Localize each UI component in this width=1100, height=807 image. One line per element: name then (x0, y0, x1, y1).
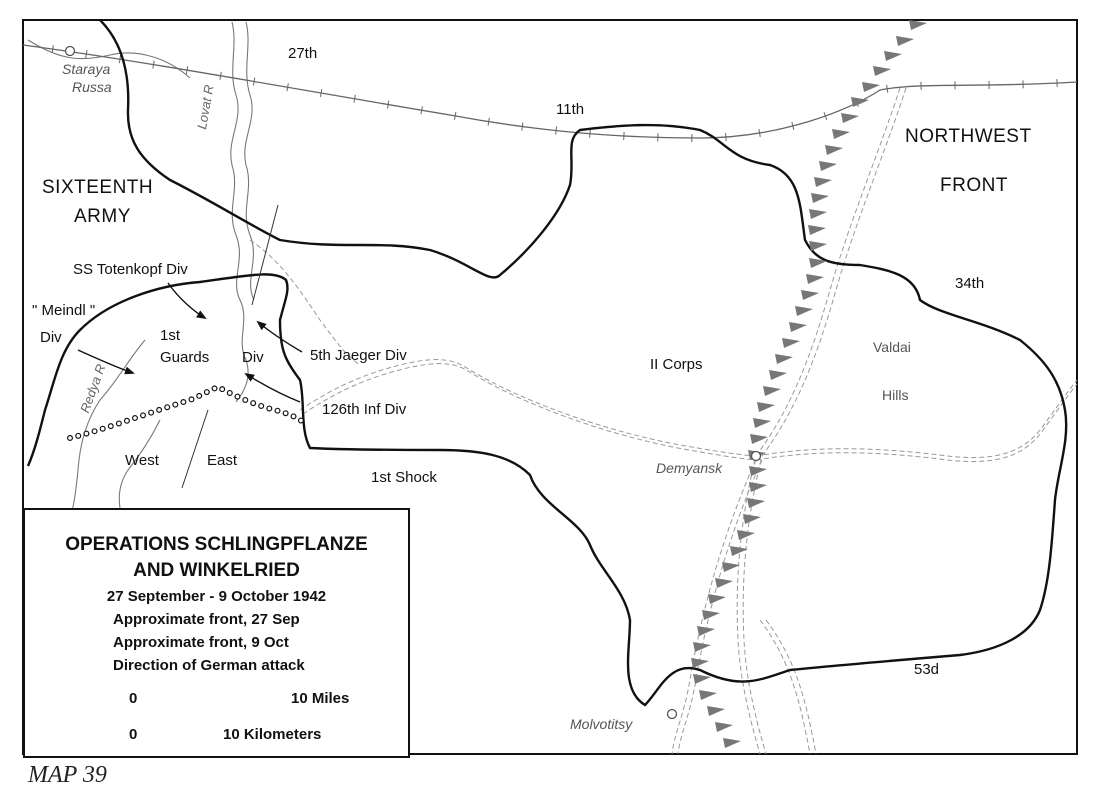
railway-tie (454, 112, 455, 120)
front-9-oct-dot (243, 398, 248, 403)
front-9-oct-dot (157, 407, 162, 412)
boundary-triangle (806, 274, 824, 284)
front-9-oct-dot (125, 418, 130, 423)
scale-miles-start: 0 (129, 690, 138, 707)
meindl-div-label-1: " Meindl " (32, 302, 96, 319)
valdai-hills-label-2: Hills (882, 387, 909, 403)
scale-km-end: 10 Kilometers (223, 726, 322, 743)
boundary-triangle (775, 354, 793, 364)
front-9-oct-dot (100, 426, 105, 431)
demyansk-marker (752, 452, 761, 461)
boundary-triangle (782, 338, 800, 348)
front-9-oct-dot (173, 402, 178, 407)
boundary-triangle (723, 738, 741, 748)
boundary-triangle (819, 161, 837, 171)
railway-tie (887, 85, 888, 93)
boundary-triangle (769, 370, 787, 380)
front-line-9-oct (68, 386, 304, 440)
staraya-russa-marker (66, 47, 75, 56)
boundary-triangle (749, 482, 767, 492)
army-1st-shock-label: 1st Shock (371, 469, 437, 486)
legend-item-attack-direction: Direction of German attack (113, 657, 305, 674)
railway-tie (556, 127, 557, 135)
scale-miles-end: 10 Miles (291, 690, 350, 707)
east-sector-label: East (207, 452, 238, 469)
front-9-oct-dot (259, 404, 264, 409)
boundary-triangle (691, 658, 709, 668)
5th-jaeger-label: 5th Jaeger Div (310, 347, 407, 364)
railway-tie (354, 95, 355, 103)
boundary-triangle (715, 722, 733, 732)
railway-tie (220, 72, 221, 80)
railway-tie (253, 78, 254, 86)
legend-title-2: AND WINKELRIED (133, 560, 300, 581)
northwest-front-label-1: NORTHWEST (905, 126, 1032, 147)
front-9-oct-dot (141, 413, 146, 418)
boundary-triangle (825, 145, 843, 155)
boundary-triangle (697, 626, 715, 636)
boundary-triangle (702, 610, 720, 620)
legend-date-range: 27 September - 9 October 1942 (106, 588, 327, 605)
front-9-oct-dot (116, 421, 121, 426)
staraya-russa-label-1: Staraya (62, 61, 111, 77)
ss-totenkopf-label: SS Totenkopf Div (73, 261, 188, 278)
boundary-west-east (182, 410, 208, 488)
railway-tie (726, 133, 727, 141)
boundary-triangle (789, 322, 807, 332)
front-9-oct-dot (220, 387, 225, 392)
front-9-oct-dot (204, 390, 209, 395)
railway (23, 45, 1077, 138)
boundary-triangle (708, 594, 726, 604)
sector-boundaries (182, 205, 278, 488)
arrow-totenkopf (168, 283, 205, 318)
demyansk-label: Demyansk (656, 460, 723, 476)
boundary-triangle (747, 498, 765, 508)
front-9-oct-dot (197, 393, 202, 398)
railway-tie (590, 130, 591, 138)
west-sector-label: West (125, 452, 159, 469)
boundary-triangle (808, 225, 826, 235)
boundary-triangle (763, 386, 781, 396)
scale-km-start: 0 (129, 726, 138, 743)
boundary-triangle (832, 129, 850, 139)
front-9-oct-dot (108, 424, 113, 429)
railway-tie (320, 89, 321, 97)
boundary-triangle (809, 241, 827, 251)
boundary-triangle (909, 20, 927, 30)
railway-tie (387, 101, 388, 109)
boundary-triangle (693, 674, 711, 684)
boundary-triangle (896, 36, 914, 46)
boundary-triangle (707, 706, 725, 716)
boundary-triangle (814, 177, 832, 187)
road-east (756, 380, 1077, 458)
boundary-triangle (753, 418, 771, 428)
1st-guards-label-2: Guards (160, 349, 210, 366)
ii-corps-label: II Corps (650, 356, 703, 373)
boundary-north (252, 205, 278, 305)
front-9-oct-dot (133, 416, 138, 421)
railway-tie (119, 55, 120, 63)
map-number: MAP 39 (28, 762, 107, 788)
staraya-russa-label-2: Russa (72, 79, 112, 95)
front-9-oct-dot (212, 386, 217, 391)
valdai-hills-label-1: Valdai (873, 339, 911, 355)
railway-tie (153, 61, 154, 69)
railway-tie (759, 129, 760, 137)
railway-tie (488, 118, 489, 126)
army-11th-label: 11th (556, 101, 585, 118)
front-9-oct-dot (68, 436, 73, 441)
railway-tie (287, 83, 288, 91)
boundary-triangle (757, 402, 775, 412)
sixteenth-army-label-1: SIXTEENTH (42, 177, 154, 198)
sixteenth-army-label-2: ARMY (74, 206, 131, 227)
meindl-div-label-2: Div (40, 329, 62, 346)
boundary-triangle (811, 193, 829, 203)
front-9-oct-dot (291, 414, 296, 419)
front-9-oct-dot (267, 406, 272, 411)
northwest-front-label-2: FRONT (940, 175, 1008, 196)
boundary-triangle (801, 290, 819, 300)
attack-arrows (78, 283, 302, 402)
legend-box (23, 508, 410, 758)
front-9-oct-dot (189, 397, 194, 402)
boundary-triangle (722, 562, 740, 572)
front-9-oct-dot (299, 418, 304, 423)
boundary-triangle (693, 642, 711, 652)
1st-guards-label-3: Div (242, 349, 264, 366)
arrow-126-inf (246, 374, 300, 402)
molvotitsy-label: Molvotitsy (570, 716, 633, 732)
1st-guards-label-1: 1st (160, 327, 181, 344)
front-9-oct-dot (149, 410, 154, 415)
boundary-triangle (862, 82, 880, 92)
lovat-river-bank (245, 22, 254, 300)
front-9-oct-dot (235, 394, 240, 399)
boundary-triangle (749, 466, 767, 476)
boundary-triangle (699, 690, 717, 700)
boundary-triangle (884, 51, 902, 61)
front-9-oct-dot (92, 429, 97, 434)
legend-item-front-9-oct: Approximate front, 9 Oct (113, 634, 289, 651)
legend-title-1: OPERATIONS SCHLINGPFLANZE (65, 534, 368, 555)
railway-tie (421, 106, 422, 114)
railway-tie (186, 66, 187, 74)
boundary-triangle (873, 66, 891, 76)
boundary-triangle (809, 209, 827, 219)
front-9-oct-dot (165, 405, 170, 410)
railway-tie (86, 50, 87, 58)
front-9-oct-dot (76, 433, 81, 438)
army-34th-label: 34th (955, 275, 985, 292)
railway-tie (52, 45, 53, 53)
boundary-triangle (737, 530, 755, 540)
army-53d-label: 53d (914, 661, 940, 678)
redya-river-label: Redya R (77, 362, 109, 415)
army-27th-label: 27th (288, 45, 318, 62)
front-9-oct-dot (227, 391, 232, 396)
126th-inf-label: 126th Inf Div (322, 401, 407, 418)
railway-tie (522, 123, 523, 131)
boundary-triangle (795, 306, 813, 316)
boundary-triangle (743, 514, 761, 524)
lovat-river-label: Lovat R (194, 83, 217, 131)
molvotitsy-marker (668, 710, 677, 719)
front-9-oct-dot (275, 408, 280, 413)
front-9-oct-dot (251, 401, 256, 406)
front-9-oct-dot (84, 431, 89, 436)
boundary-triangle (715, 578, 733, 588)
boundary-triangle (841, 113, 859, 123)
front-9-oct-dot (283, 411, 288, 416)
front-9-oct-dot (181, 400, 186, 405)
road-south (760, 620, 810, 754)
legend-item-front-27-sep: Approximate front, 27 Sep (113, 611, 300, 628)
